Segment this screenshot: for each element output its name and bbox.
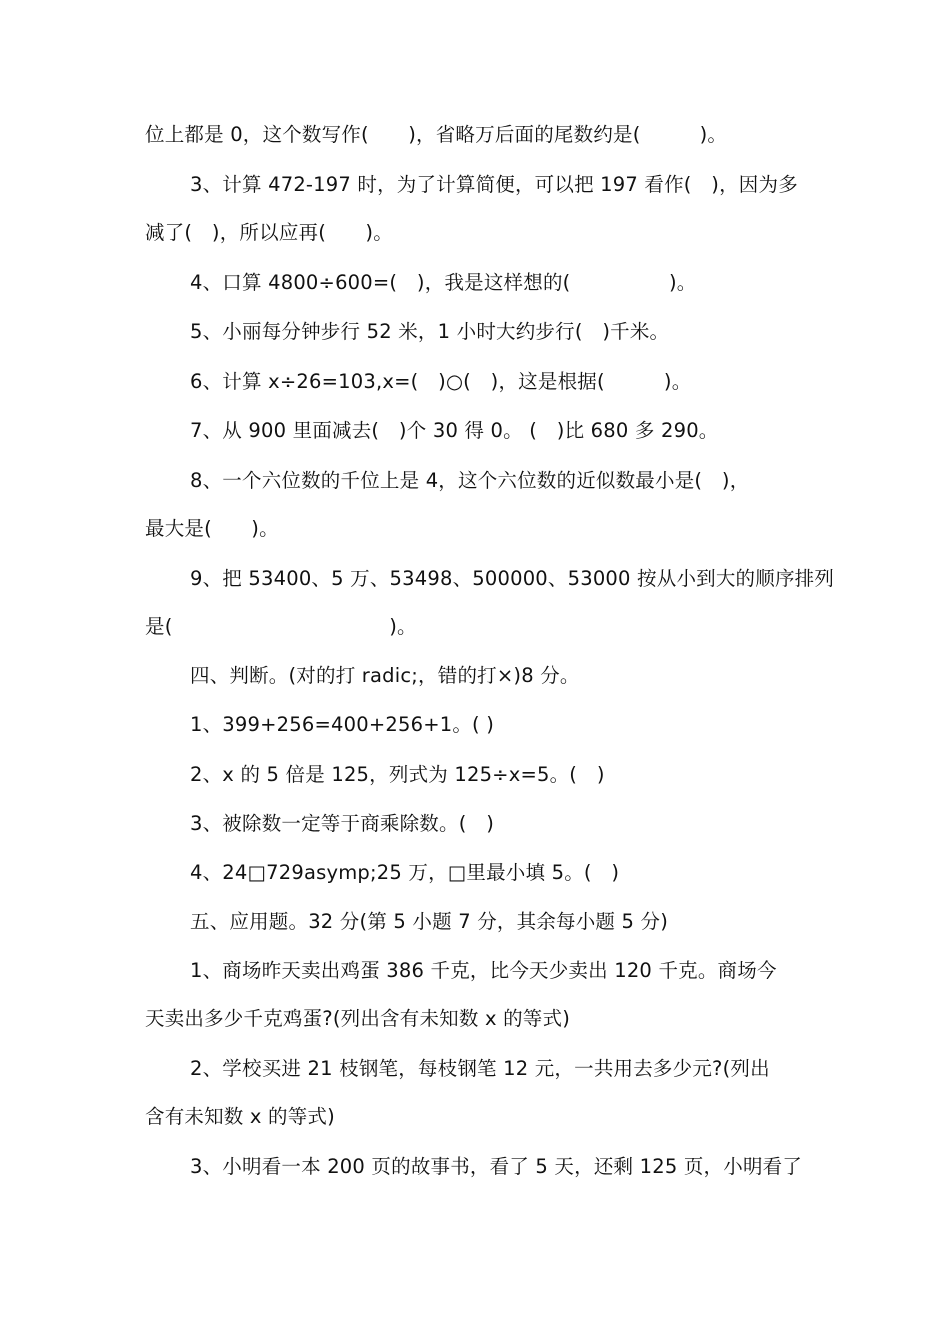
text-line-8: 8、一个六位数的千位上是 4，这个六位数的近似数最小是( )， — [190, 469, 750, 492]
text-line-22: 3、小明看一本 200 页的故事书，看了 5 天，还剩 125 页，小明看了 — [190, 1155, 803, 1178]
text-line-21: 含有未知数 x 的等式) — [145, 1105, 335, 1128]
text-line-6: 6、计算 x÷26=103,x=( )○( )，这是根据( )。 — [190, 370, 692, 393]
text-line-14: 2、x 的 5 倍是 125，列式为 125÷x=5。( ) — [190, 763, 605, 786]
text-line-5: 5、小丽每分钟步行 52 米，1 小时大约步行( )千米。 — [190, 320, 670, 343]
text-line-4: 4、口算 4800÷600=( )，我是这样想的( )。 — [190, 271, 697, 294]
text-line-18: 1、商场昨天卖出鸡蛋 386 千克，比今天少卖出 120 千克。商场今 — [190, 959, 777, 982]
text-line-7: 7、从 900 里面减去( )个 30 得 0。 ( )比 680 多 290。 — [190, 419, 719, 442]
text-line-19: 天卖出多少千克鸡蛋?(列出含有未知数 x 的等式) — [145, 1007, 571, 1030]
text-line-13: 1、399+256=400+256+1。( ) — [190, 713, 495, 736]
text-line-9: 最大是( )。 — [145, 517, 279, 540]
text-line-11: 是( )。 — [145, 615, 417, 638]
text-line-12: 四、判断。(对的打 radic;，错的打×)8 分。 — [190, 664, 580, 687]
text-line-16: 4、24□729asymp;25 万，□里最小填 5。( ) — [190, 861, 620, 884]
text-line-10: 9、把 53400、5 万、53498、500000、53000 按从小到大的顺序排列 — [190, 567, 835, 590]
text-line-15: 3、被除数一定等于商乘除数。( ) — [190, 812, 495, 835]
text-line-2: 3、计算 472-197 时，为了计算简便，可以把 197 看作( )，因为多 — [190, 173, 798, 196]
text-line-1: 位上都是 0，这个数写作( )，省略万后面的尾数约是( )。 — [145, 123, 728, 146]
text-line-17: 五、应用题。32 分(第 5 小题 7 分，其余每小题 5 分) — [190, 910, 669, 933]
text-line-3: 减了( )，所以应再( )。 — [145, 221, 393, 244]
text-line-20: 2、学校买进 21 枝钢笔，每枝钢笔 12 元，一共用去多少元?(列出 — [190, 1057, 770, 1080]
